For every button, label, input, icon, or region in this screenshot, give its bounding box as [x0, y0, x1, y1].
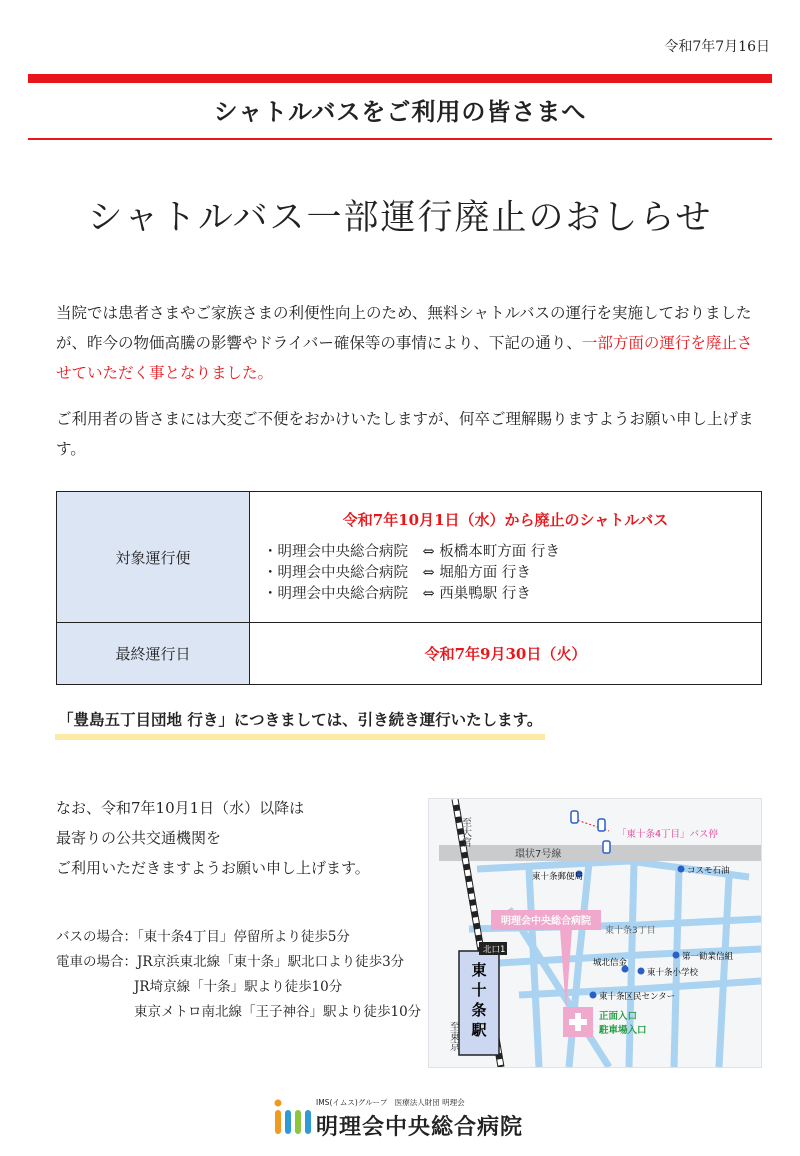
- intro-text: 当院では患者さまやご家族さまの利便性向上のため、無料シャトルバスの運行を実施しておりましたが、昨今の物価高騰の影響やドライバー確保等の事情により、下記の通り、: [56, 304, 752, 352]
- notice-date: 令和7年7月16日: [664, 39, 770, 55]
- last-day-label: 最終運行日: [57, 623, 250, 685]
- list-item: ・明理会中央総合病院 ⇔ 板橋本町方面 行き: [263, 544, 560, 560]
- page-title: シャトルバス一部運行廃止のおしらせ: [87, 198, 713, 238]
- note-line: なお、令和7年10月1日（水）以降は: [56, 799, 305, 817]
- last-day-value: 令和7年9月30日（火）: [250, 623, 762, 685]
- table-row: [57, 623, 762, 685]
- hospital-name: 明理会中央総合病院: [316, 1115, 524, 1140]
- map-label: 条: [471, 1001, 487, 1019]
- access-bus: バスの場合：「東十条4丁目」停留所より徒歩5分: [56, 929, 350, 945]
- abolish-title: 令和7年10月1日（水）から廃止のシャトルバス: [342, 511, 669, 529]
- header-red-bar: [28, 74, 772, 83]
- route-info-table: [56, 491, 762, 685]
- continue-notice: 「豊島五丁目団地 行き」につきましては、引き続き運行いたします。: [55, 708, 545, 740]
- note-line: 最寄りの公共交通機関を: [56, 829, 222, 847]
- map-label: 十: [471, 981, 487, 999]
- intro-highlight: 一部方面の運行を廃止させていただく事となりました。: [56, 334, 753, 382]
- route-list: [263, 542, 760, 605]
- map-svg: [429, 799, 761, 1067]
- map-label: 東: [471, 961, 487, 979]
- target-route-cell: [250, 492, 762, 623]
- map-label: 至大宮: [459, 817, 471, 847]
- map-label: 城北信金: [593, 958, 628, 968]
- map-label: コスモ石油: [687, 866, 730, 876]
- apology-paragraph: ご利用者の皆さまには大変ご不便をおかけいたしますが、何卒ご理解賜りますようお願い申し上げます。: [56, 410, 754, 458]
- ims-logo-icon: [270, 1098, 312, 1142]
- footer-group: IMS(イムス)グループ 医療法人財団 明理会: [316, 1098, 465, 1107]
- map-label: 「東十条4丁目」バス停: [617, 829, 719, 840]
- access-train-3: 東京メトロ南北線「王子神谷」駅より徒歩10分: [134, 1004, 422, 1020]
- map-label: 環状7号線: [515, 849, 562, 860]
- access-map: [428, 798, 762, 1068]
- map-label: 東十条3丁目: [605, 926, 656, 936]
- map-label: 至東京: [447, 1021, 459, 1051]
- list-item: ・明理会中央総合病院 ⇔ 堀船方面 行き: [263, 565, 531, 581]
- map-label: 駅: [471, 1021, 487, 1039]
- access-train-1: 電車の場合：JR京浜東北線「東十条」駅北口より徒歩3分: [56, 954, 405, 970]
- map-label: 明理会中央総合病院: [501, 916, 591, 927]
- access-info: [56, 925, 421, 1025]
- note-line: ご利用いただきますようお願い申し上げます。: [56, 859, 370, 877]
- ring-road: [439, 845, 761, 861]
- intro-paragraph: [56, 298, 756, 388]
- header-red-line: [28, 138, 772, 140]
- map-label: 東十条小学校: [647, 968, 699, 978]
- map-label: 東十条区民センター: [599, 992, 676, 1002]
- audience-heading: シャトルバスをご利用の皆さまへ: [213, 97, 587, 126]
- access-train-2: JR埼京線「十条」駅より徒歩10分: [134, 979, 343, 995]
- table-row: [57, 492, 762, 623]
- list-item: ・明理会中央総合病院 ⇔ 西巣鴨駅 行き: [263, 586, 531, 602]
- map-label: 正面入口: [599, 1011, 638, 1022]
- map-label: 第一勧業信組: [682, 952, 734, 962]
- target-route-label: 対象運行便: [57, 492, 250, 623]
- map-label: 東十条郵便局: [532, 872, 584, 882]
- map-label: 北口1: [483, 945, 506, 955]
- transport-note: [56, 793, 370, 883]
- map-label: 駐車場入口: [599, 1025, 647, 1036]
